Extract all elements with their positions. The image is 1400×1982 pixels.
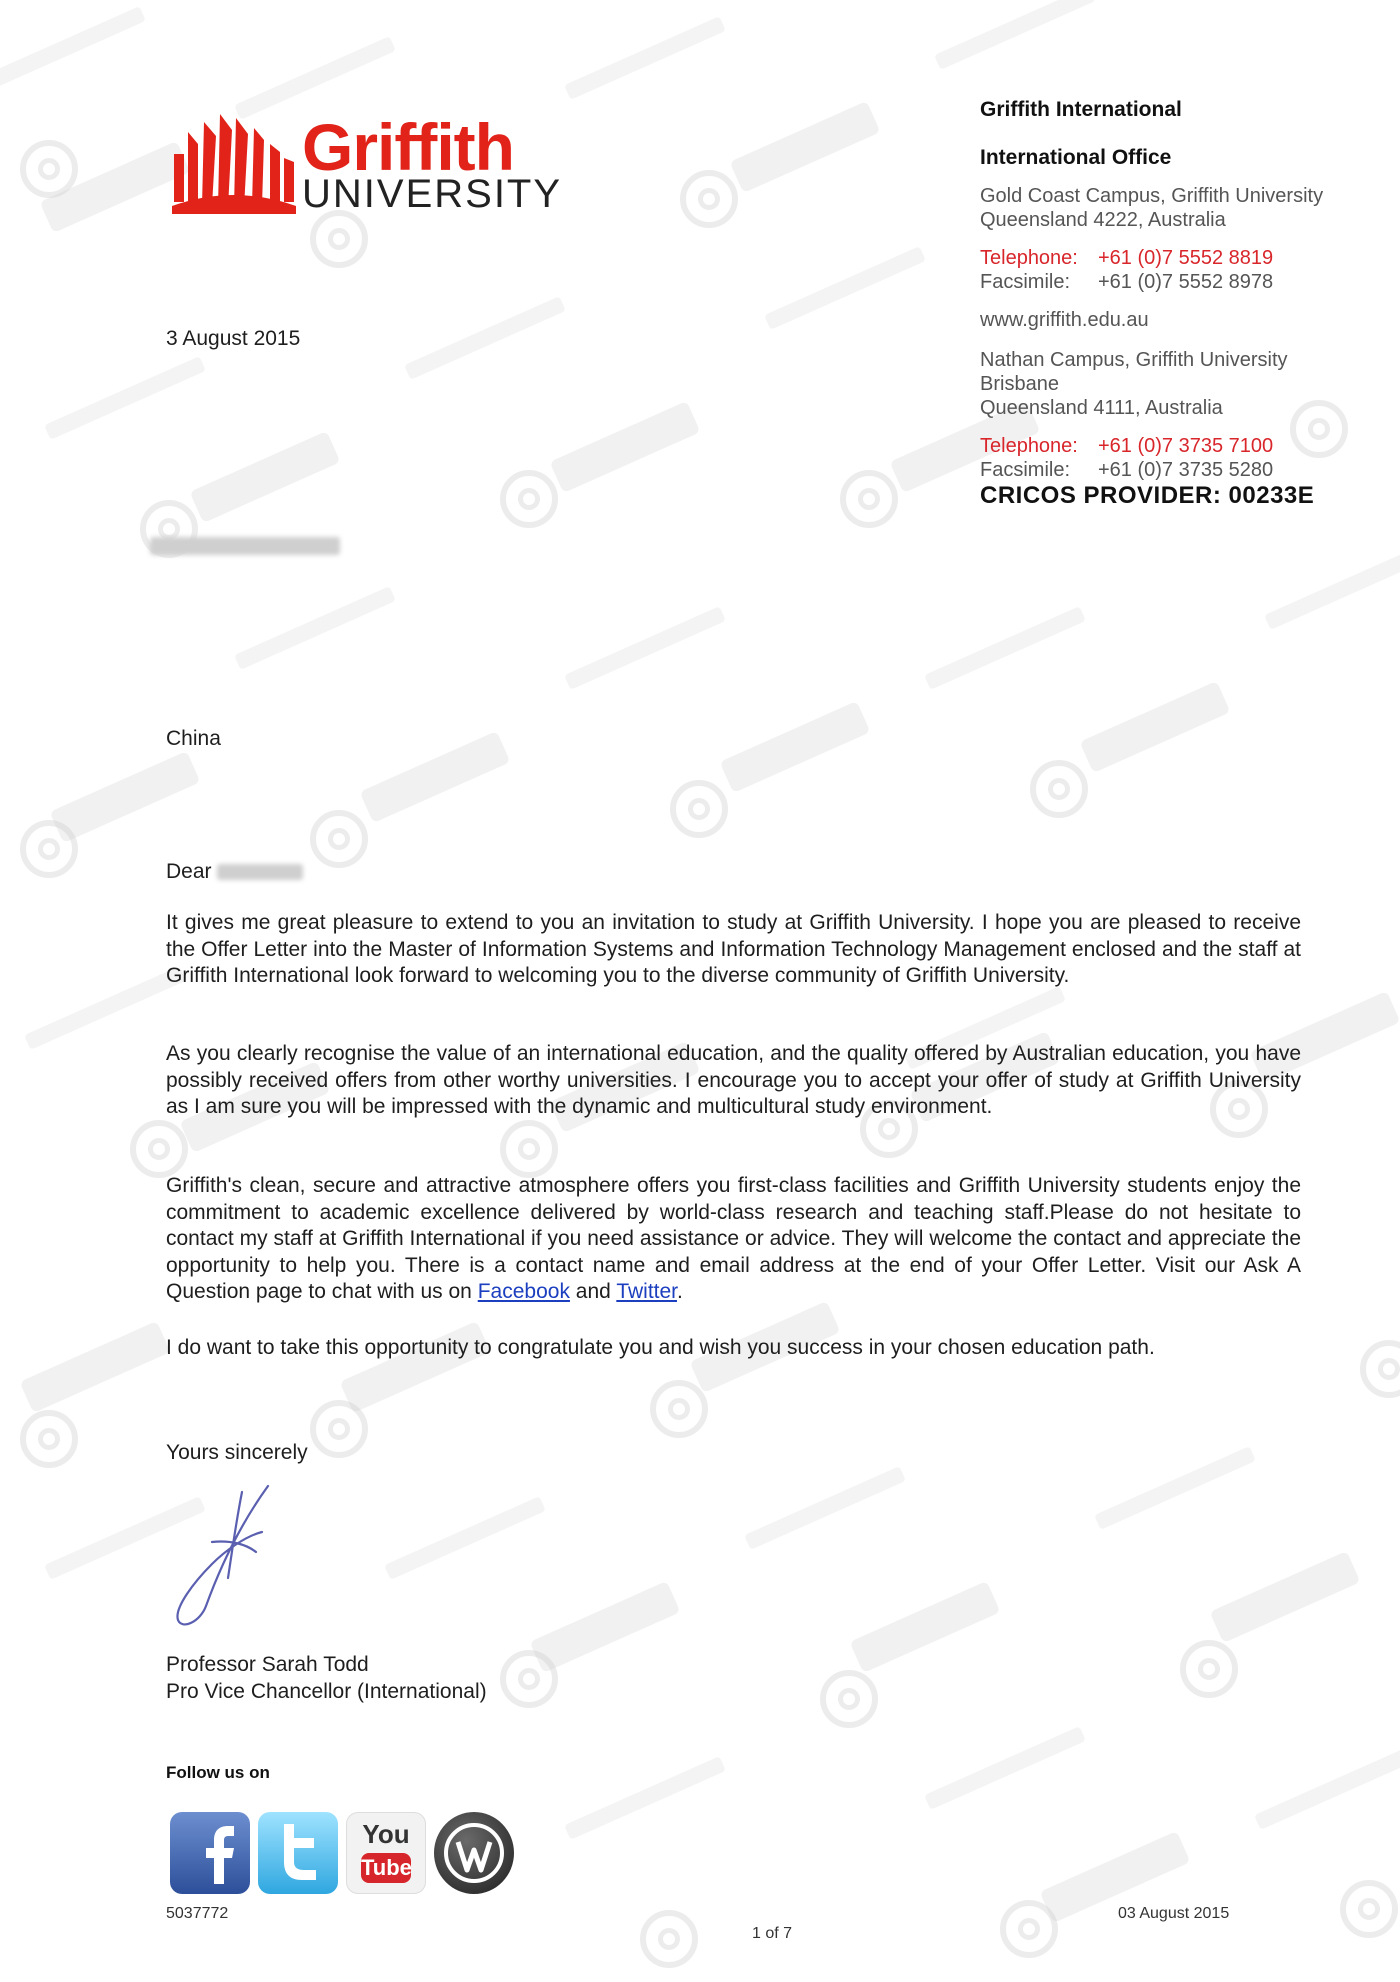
website[interactable]: www.griffith.edu.au (980, 309, 1149, 331)
watermark-seal (310, 810, 368, 868)
watermark-stamp (744, 1466, 906, 1550)
watermark-seal (840, 470, 898, 528)
watermark-seal (500, 1650, 558, 1708)
footer-date: 03 August 2015 (1118, 1905, 1230, 1922)
watermark-stamp (190, 431, 341, 523)
watermark-seal (640, 1910, 698, 1968)
salutation (166, 859, 303, 886)
watermark-seal (680, 170, 738, 228)
watermark-stamp (50, 751, 201, 843)
gold-coast-telephone (980, 246, 1380, 270)
watermark-stamp (234, 36, 396, 120)
watermark-stamp (564, 1756, 726, 1840)
facebook-icon[interactable] (170, 1812, 250, 1894)
twitter-t-glyph (258, 1812, 338, 1894)
paragraph-4: I do want to take this opportunity to congratulate you and wish you success in your chosen education path. (166, 1336, 1155, 1359)
gold-coast-line2: Queensland 4222, Australia (980, 209, 1226, 231)
youtube-icon[interactable] (346, 1812, 426, 1894)
paragraph-3 (166, 1173, 1301, 1306)
youtube-top-text: You (362, 1819, 410, 1849)
footer-reference: 5037772 (166, 1905, 229, 1922)
watermark-seal (500, 1120, 558, 1178)
watermark-seal (20, 140, 78, 198)
watermark-stamp (0, 6, 146, 90)
twitter-link[interactable]: Twitter (616, 1280, 677, 1303)
paragraph-2: As you clearly recognise the value of an international education, and the quality offered by Australian education, you have possibly received offers from other worthy universities. I encourage you to accept your offer of study at Griffith University as I am sure you will be impressed with the dynamic and multicultural study environment. (166, 1042, 1301, 1118)
watermark-seal (820, 1670, 878, 1728)
office-name: Griffith International (980, 98, 1182, 121)
watermark-stamp (550, 401, 701, 493)
office-department: International Office (980, 146, 1172, 169)
paragraph-1: It gives me great pleasure to extend to you an invitation to study at Griffith University. I hope you are pleased to receive the Offer Letter into the Master of Information Systems and Information Technology Management enclosed and the staff at Griffith International look forward to welcoming you to the diverse community of Griffith University. (166, 911, 1301, 987)
facsimile-number: +61 (0)7 3735 5280 (1098, 459, 1274, 481)
watermark-stamp (384, 1496, 546, 1580)
watermark-seal (500, 470, 558, 528)
nathan-telephone (980, 434, 1380, 458)
nathan-line2: Brisbane (980, 373, 1059, 395)
paragraph-3-text: Griffith's clean, secure and attractive atmosphere offers you first-class facilities and Griffith University students enjoy the commitment to academic excellence delivered by world-class research and teaching staff.Please do not hesitate to contact my staff at Griffith International if you need assistance or advice. They will welcome the contact and appreciate the opportunity to help you. There is a contact name and email address at the end of your Offer Letter. Visit our Ask A Question page to chat with us on (166, 1174, 1301, 1303)
signature-icon (172, 1482, 282, 1632)
watermark-stamp (730, 101, 881, 193)
facebook-link[interactable]: Facebook (477, 1280, 570, 1303)
youtube-bottom-text: Tube (361, 1853, 411, 1883)
watermark-stamp (24, 966, 186, 1050)
watermark-stamp (850, 1581, 1001, 1673)
watermark-seal (1030, 760, 1088, 818)
nathan-line3: Queensland 4111, Australia (980, 397, 1223, 419)
watermark-seal (130, 1120, 188, 1178)
nathan-facsimile (980, 458, 1380, 482)
signer-name: Professor Sarah Todd (166, 1653, 369, 1676)
logo-subtitle: UNIVERSITY (302, 172, 563, 216)
watermark-stamp (40, 141, 191, 233)
redacted-recipient (150, 537, 340, 555)
gold-coast-line1: Gold Coast Campus, Griffith University (980, 185, 1324, 207)
telephone-label: Telephone: (980, 435, 1078, 457)
watermark-seal (1180, 1640, 1238, 1698)
logo-wordmark: Griffith (302, 110, 514, 184)
telephone-number: +61 (0)7 3735 7100 (1098, 435, 1274, 457)
watermark-seal (1000, 1900, 1058, 1958)
cricos-provider: CRICOS PROVIDER: 00233E (980, 482, 1315, 509)
watermark-stamp (234, 586, 396, 670)
watermark-seal (310, 1400, 368, 1458)
watermark-seal (20, 820, 78, 878)
facsimile-number: +61 (0)7 5552 8978 (1098, 271, 1274, 293)
paragraph-3-end: . (677, 1280, 683, 1303)
follow-us-heading: Follow us on (166, 1763, 270, 1782)
watermark-stamp (764, 246, 926, 330)
watermark-seal (20, 1410, 78, 1468)
watermark-seal (650, 1380, 708, 1438)
telephone-label: Telephone: (980, 247, 1078, 269)
closing: Yours sincerely (166, 1441, 308, 1464)
facsimile-label: Facsimile: (980, 271, 1071, 293)
twitter-icon[interactable] (258, 1812, 338, 1894)
office-address-block (980, 98, 1380, 508)
wordpress-w-glyph (434, 1812, 514, 1894)
watermark-stamp (564, 16, 726, 100)
watermark-stamp (564, 606, 726, 690)
paragraph-3-and: and (575, 1280, 611, 1303)
watermark-stamp (1210, 1551, 1361, 1643)
footer-page-number: 1 of 7 (752, 1925, 793, 1942)
watermark-seal (1360, 1340, 1400, 1398)
watermark-stamp (1264, 546, 1400, 630)
watermark-stamp (1080, 681, 1231, 773)
watermark-stamp (360, 731, 511, 823)
watermark-stamp (404, 296, 566, 380)
wordpress-icon[interactable] (434, 1812, 514, 1894)
recipient-country: China (166, 727, 221, 750)
facebook-f-glyph (170, 1812, 250, 1894)
letter-date: 3 August 2015 (166, 327, 301, 350)
watermark-stamp (720, 701, 871, 793)
watermark-stamp (1254, 1746, 1400, 1830)
watermark-stamp (530, 1581, 681, 1673)
facsimile-label: Facsimile: (980, 459, 1071, 481)
redacted-name (217, 864, 303, 880)
watermark-stamp (20, 1321, 171, 1413)
watermark-stamp (44, 356, 206, 440)
watermark-stamp (924, 1726, 1086, 1810)
salutation-word: Dear (166, 860, 212, 883)
griffith-flame-icon (172, 114, 298, 214)
signer-title: Pro Vice Chancellor (International) (166, 1680, 487, 1703)
watermark-seal (1340, 1880, 1398, 1938)
watermark-seal (670, 780, 728, 838)
gold-coast-facsimile (980, 270, 1380, 294)
telephone-number: +61 (0)7 5552 8819 (1098, 247, 1274, 269)
redacted-text (150, 537, 340, 555)
watermark-stamp (934, 0, 1096, 70)
watermark-stamp (924, 606, 1086, 690)
watermark-stamp (1094, 1446, 1256, 1530)
university-logo (172, 110, 563, 220)
nathan-line1: Nathan Campus, Griffith University (980, 349, 1288, 371)
